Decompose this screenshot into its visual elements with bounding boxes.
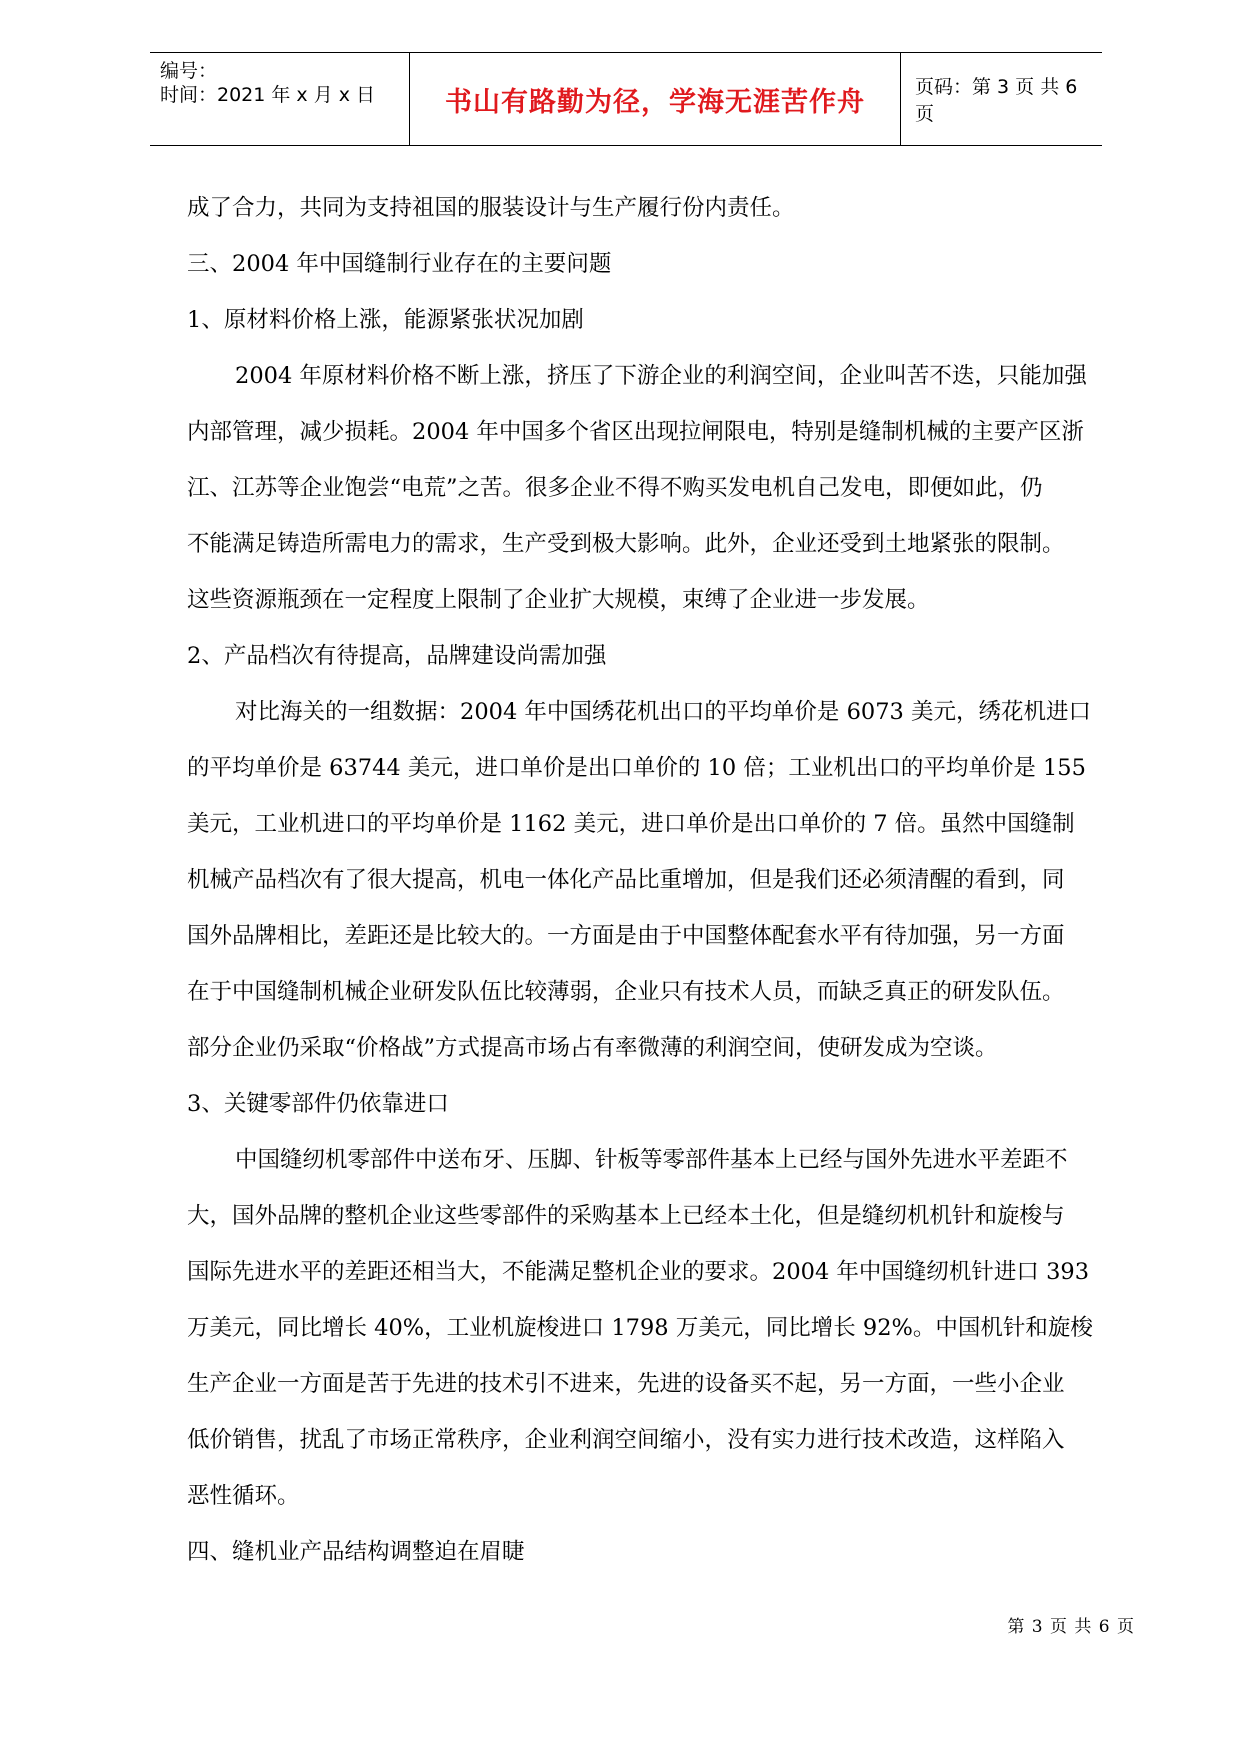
document-body — [187, 180, 1142, 1580]
section-heading: 四、缝机业产品结构调整迫在眉睫 — [187, 1539, 525, 1565]
body-line: 的平均单价是 63744 美元，进口单价是出口单价的 10 倍；工业机出口的平均单价是 155 — [187, 755, 1086, 781]
page-footer: 第 3 页 共 6 页 — [1007, 1617, 1135, 1637]
header-page-info: 页码：第 3 页 共 6 页 — [915, 76, 1078, 125]
body-line: 2004 年原材料价格不断上涨，挤压了下游企业的利润空间，企业叫苦不迭，只能加强 — [235, 363, 1087, 389]
header-meta — [150, 53, 410, 145]
body-line: 江、江苏等企业饱尝“电荒”之苦。很多企业不得不购买发电机自己发电，即便如此，仍 — [187, 475, 1043, 501]
subsection-heading: 3、关键零部件仍依靠进口 — [187, 1091, 449, 1117]
page-header — [150, 52, 1102, 146]
subsection-heading: 1、原材料价格上涨，能源紧张状况加剧 — [187, 307, 584, 333]
document-number-label: 编号： — [160, 60, 218, 82]
body-line: 低价销售，扰乱了市场正常秩序，企业利润空间缩小，没有实力进行技术改造，这样陷入 — [187, 1427, 1065, 1453]
body-line: 机械产品档次有了很大提高，机电一体化产品比重增加，但是我们还必须清醒的看到，同 — [187, 867, 1065, 893]
body-line: 国际先进水平的差距还相当大，不能满足整机企业的要求。2004 年中国缝纫机针进口 393 — [187, 1259, 1090, 1285]
body-line: 部分企业仍采取“价格战”方式提高市场占有率微薄的利润空间，使研发成为空谈。 — [187, 1035, 998, 1061]
body-line: 对比海关的一组数据：2004 年中国绣花机出口的平均单价是 6073 美元，绣花机进口 — [235, 699, 1091, 725]
body-line: 国外品牌相比，差距还是比较大的。一方面是由于中国整体配套水平有待加强，另一方面 — [187, 923, 1065, 949]
body-line: 不能满足铸造所需电力的需求，生产受到极大影响。此外，企业还受到土地紧张的限制。 — [187, 531, 1065, 557]
body-line: 万美元，同比增长 40%，工业机旋梭进口 1798 万美元，同比增长 92%。中国机针和旋梭 — [187, 1315, 1093, 1341]
body-line: 大，国外品牌的整机企业这些零部件的采购基本上已经本土化，但是缝纫机机针和旋梭与 — [187, 1203, 1065, 1229]
body-line: 恶性循环。 — [187, 1483, 300, 1509]
body-line: 这些资源瓶颈在一定程度上限制了企业扩大规模，束缚了企业进一步发展。 — [187, 587, 930, 613]
body-line: 内部管理，减少损耗。2004 年中国多个省区出现拉闸限电，特别是缝制机械的主要产区浙 — [187, 419, 1084, 445]
document-time-label: 时间：2021 年 x 月 x 日 — [160, 84, 376, 106]
body-line: 美元，工业机进口的平均单价是 1162 美元，进口单价是出口单价的 7 倍。虽然中国缝制 — [187, 811, 1075, 837]
body-line: 生产企业一方面是苦于先进的技术引不进来，先进的设备买不起，另一方面，一些小企业 — [187, 1371, 1065, 1397]
subsection-heading: 2、产品档次有待提高，品牌建设尚需加强 — [187, 643, 607, 669]
section-heading: 三、2004 年中国缝制行业存在的主要问题 — [187, 251, 612, 277]
body-line: 在于中国缝制机械企业研发队伍比较薄弱，企业只有技术人员，而缺乏真正的研发队伍。 — [187, 979, 1065, 1005]
body-line: 成了合力，共同为支持祖国的服装设计与生产履行份内责任。 — [187, 195, 795, 221]
header-motto: 书山有路勤为径，学海无涯苦作舟 — [410, 53, 901, 145]
body-line: 中国缝纫机零部件中送布牙、压脚、针板等零部件基本上已经与国外先进水平差距不 — [235, 1147, 1068, 1173]
